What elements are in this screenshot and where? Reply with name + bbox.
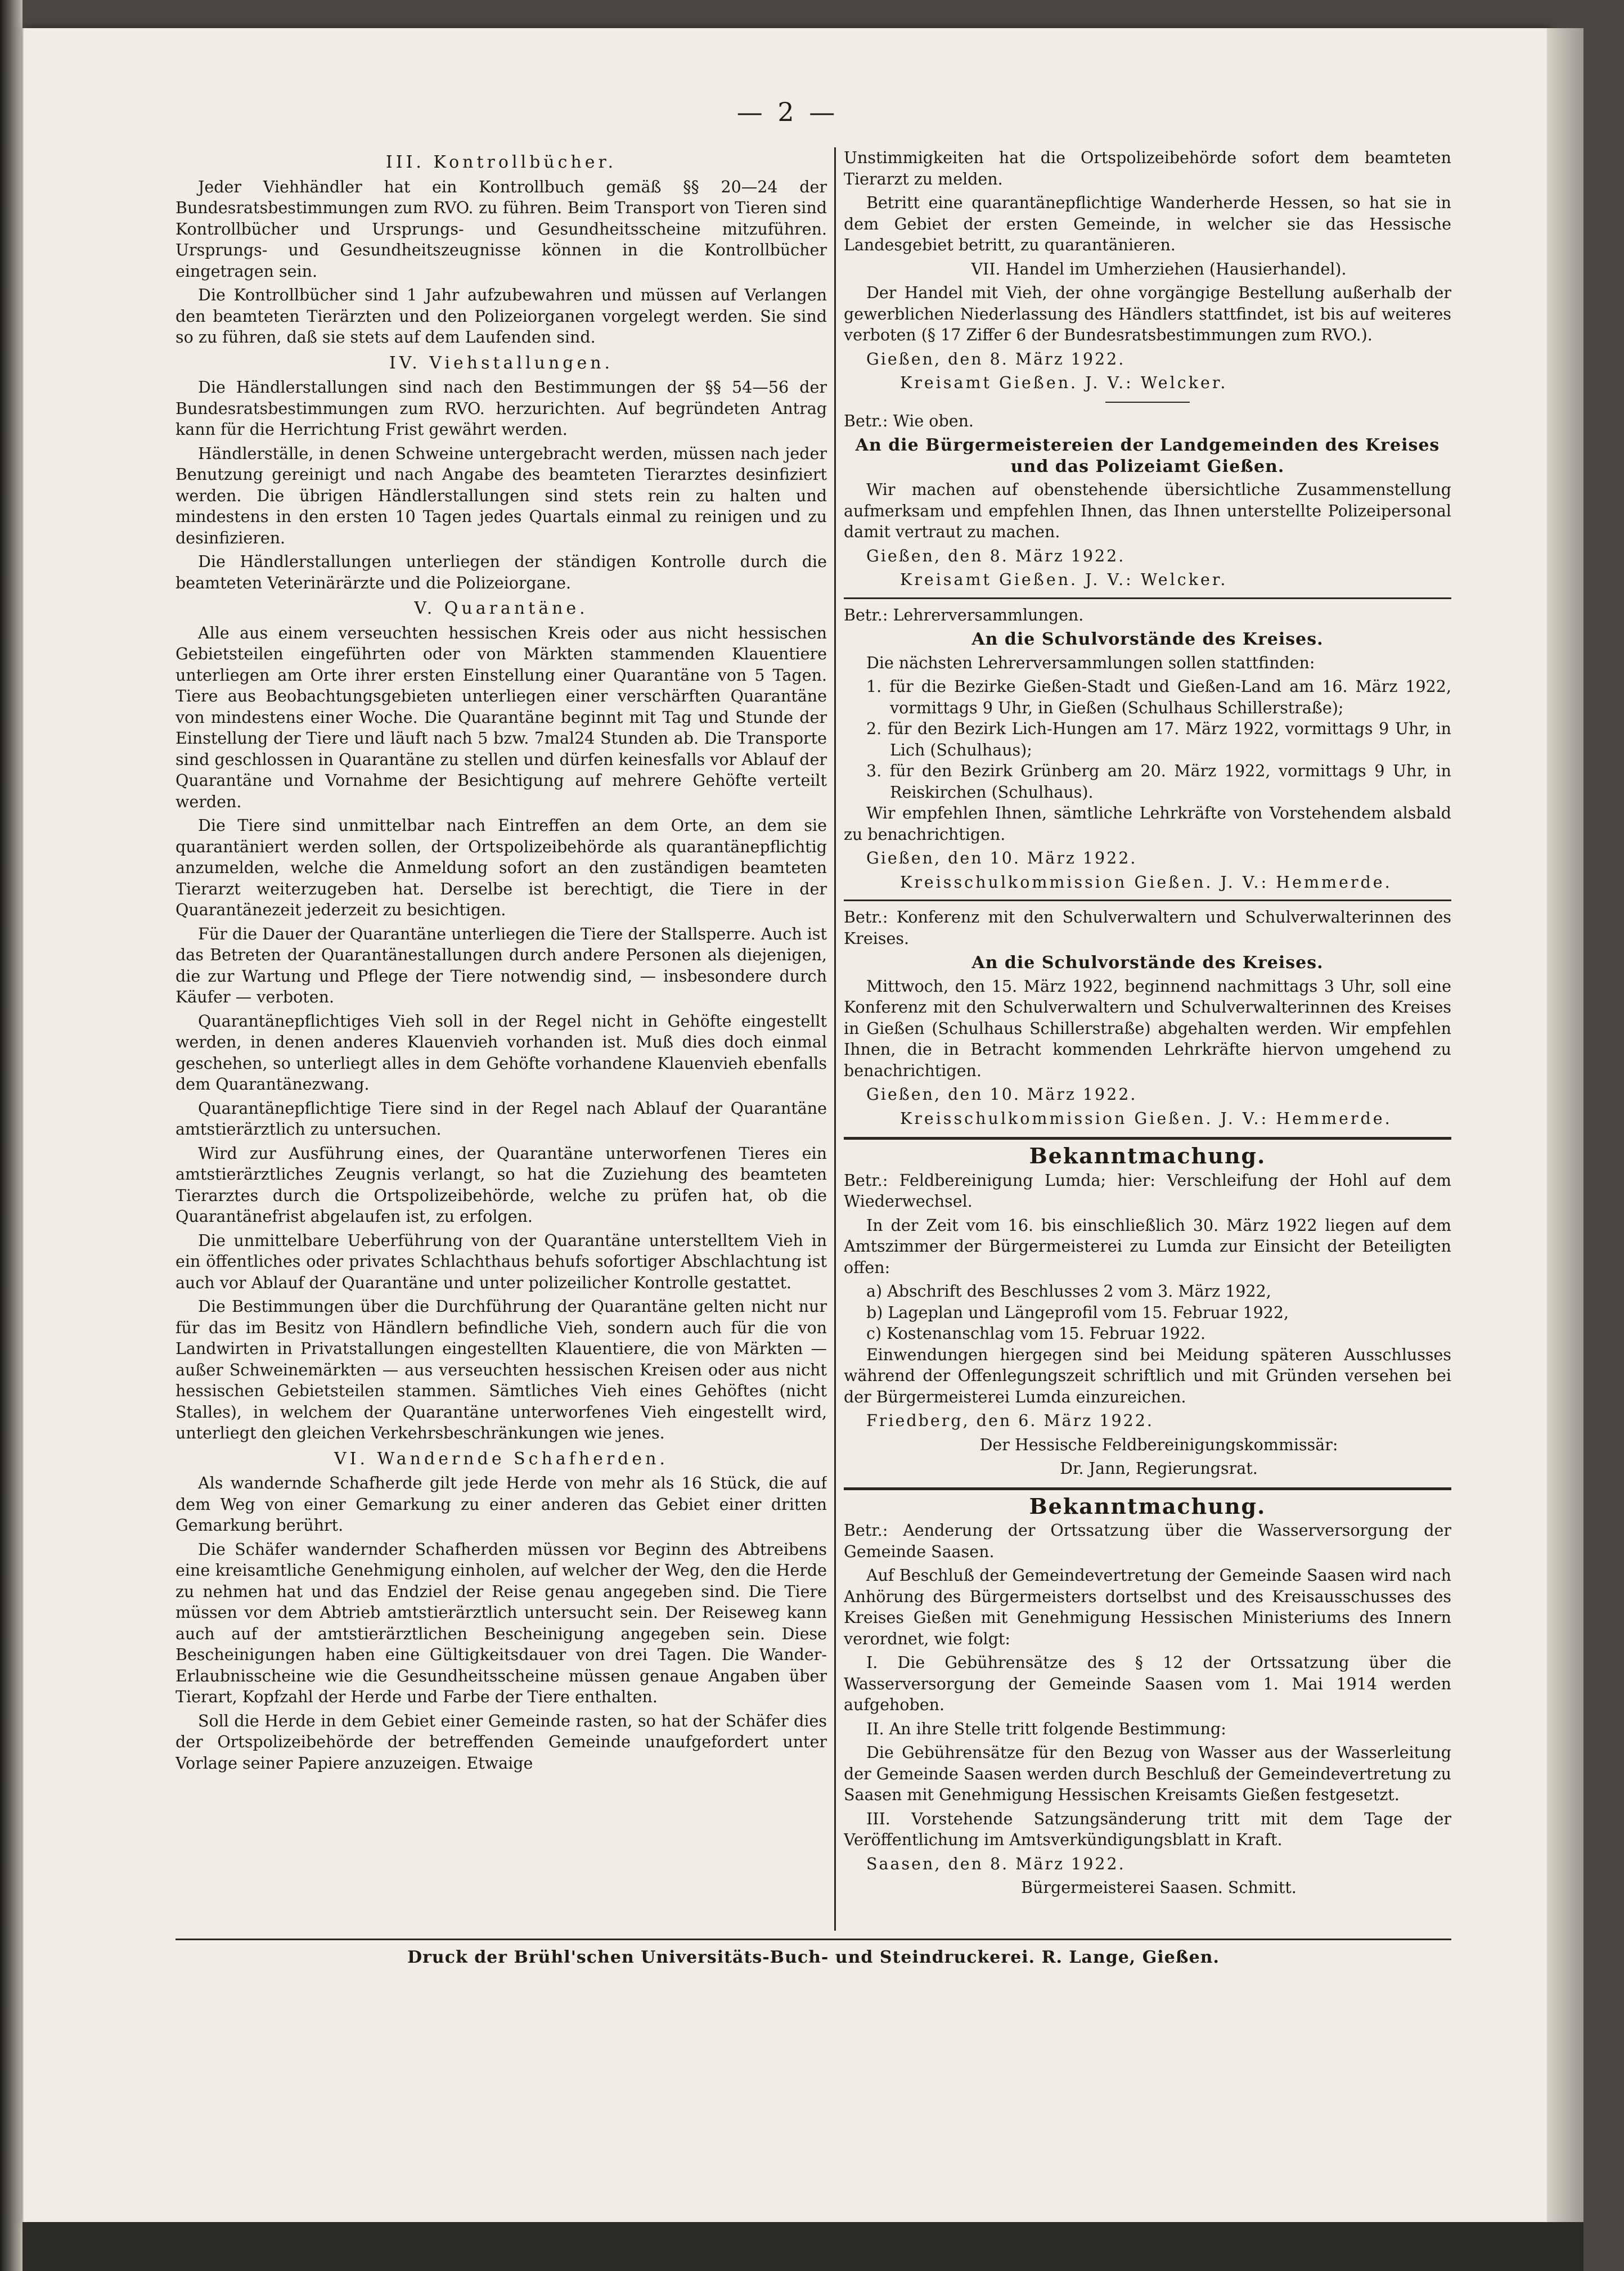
printer-imprint: Druck der Brühl'schen Universitäts-Buch- und Steindruckerei. R. Lange, Gießen. xyxy=(407,1948,1220,1967)
paragraph: Die unmittelbare Ueberführung von der Quarantäne unterstelltem Vieh in ein öffentliches oder privates Schlachthaus behufs sofortiger Abschlachtung ist auch vor Ablauf der Quarantäne und unter polizeilicher Kontrolle gestattet. xyxy=(176,1231,827,1292)
paragraph: Wir machen auf obenstehende übersichtliche Zusammenstellung aufmerksam und empfehlen Ihnen, das Ihnen unterstellte Polizeipersonal damit vertraut zu machen. xyxy=(844,480,1451,541)
place-date: Gießen, den 8. März 1922. xyxy=(866,349,1126,368)
paragraph: Die Händlerstallungen sind nach den Bestimmungen der §§ 54—56 der Bundesratsbestimmungen zum RVO. herzurichten. Auf begründeten Antrag kann für die Herrichtung Frist gewährt werden. xyxy=(176,378,827,439)
paragraph: In der Zeit vom 16. bis einschließlich 30. März 1922 liegen auf dem Amtszimmer der Bürgermeisterei zu Lumda zur Einsicht der Beteiligten offen: xyxy=(844,1216,1451,1277)
column-divider xyxy=(834,147,836,1931)
paragraph: Als wandernde Schafherde gilt jede Herde von mehr als 16 Stück, die auf dem Weg von einer Gemarkung zu einer anderen das Gebiet einer dritten Gemarkung berührt. xyxy=(176,1474,827,1535)
paragraph: III. Vorstehende Satzungsänderung tritt mit dem Tage der Veröffentlichung im Amtsverkündigungsblatt in Kraft. xyxy=(844,1809,1451,1849)
signature: Kreisschulkommission Gießen. J. V.: Hemmerde. xyxy=(900,873,1392,892)
section-heading-quarantaene: V. Quarantäne. xyxy=(414,599,588,618)
betr-line: Betr.: Feldbereinigung Lumda; hier: Verschleifung der Hohl auf dem Wiederwechsel. xyxy=(844,1171,1451,1211)
right-page-edge xyxy=(1547,28,1583,2222)
separator-rule xyxy=(844,900,1451,901)
place-date: Gießen, den 10. März 1922. xyxy=(866,1085,1137,1104)
scan-background xyxy=(23,2222,1583,2271)
signature: Kreisamt Gießen. J. V.: Welcker. xyxy=(900,374,1228,392)
separator-rule xyxy=(844,597,1451,599)
notice-title: An die Schulvorstände des Kreises. xyxy=(971,629,1324,649)
left-page-edge xyxy=(0,0,23,2271)
betr-line: Betr.: Lehrerversammlungen. xyxy=(844,605,1084,624)
paragraph: Quarantänepflichtige Tiere sind in der Regel nach Ablauf der Quarantäne amtstierärztlich zu untersuchen. xyxy=(176,1099,827,1139)
place-date: Saasen, den 8. März 1922. xyxy=(866,1854,1126,1873)
signature-office: Der Hessische Feldbereinigungskommissär: xyxy=(979,1435,1338,1454)
paragraph: Unstimmigkeiten hat die Ortspolizeibehörde sofort dem beamteten Tierarzt zu melden. xyxy=(844,149,1451,188)
signature: Dr. Jann, Regierungsrat. xyxy=(1060,1459,1258,1478)
announcement-heading: Bekanntmachung. xyxy=(1029,1493,1266,1519)
list-item: 2. für den Bezirk Lich-Hungen am 17. März 1922, vormittags 9 Uhr, in Lich (Schulhaus); xyxy=(866,719,1451,759)
paragraph: Die Schäfer wandernder Schafherden müssen vor Beginn des Abtreibens eine kreisamtliche Genehmigung einholen, auf welcher der Weg, den die Herde zu nehmen hat und das Endziel der Reise genau angegeben sind. Die Tiere müssen vor dem Abtrieb amtstierärztlich untersucht sein. Der Reiseweg kann auch auf der amtstierärztlichen Bescheinigung angegeben sein. Diese Bescheinigungen haben eine Gültigkeitsdauer von drei Tagen. Die Wander-Erlaubnisscheine wie die Gesundheitsscheine müssen genaue Angaben über Tierart, Kopfzahl der Herde und Farbe der Tiere enthalten. xyxy=(176,1540,827,1706)
list-item: c) Kostenanschlag vom 15. Februar 1922. xyxy=(866,1324,1206,1343)
paragraph: Die Gebührensätze für den Bezug von Wasser aus der Wasserleitung der Gemeinde Saasen werden durch Beschluß der Gemeindevertretung zu Saasen mit Genehmigung Hessischen Kreisamts Gießen festgesetzt. xyxy=(844,1743,1451,1804)
separator-rule xyxy=(844,1487,1451,1490)
list-item: 3. für den Bezirk Grünberg am 20. März 1922, vormittags 9 Uhr, in Reiskirchen (Schulhaus). xyxy=(866,762,1451,802)
paragraph: Betritt eine quarantänepflichtige Wanderherde Hessen, so hat sie in dem Gebiet der ersten Gemeinde, in welcher sie das Hessische Landesgebiet betritt, zu quarantänieren. xyxy=(844,194,1451,254)
paragraph: Die Bestimmungen über die Durchführung der Quarantäne gelten nicht nur für das im Besitz von Händlern befindliche Vieh, sondern auch für die von Landwirten in Privatstallungen eingestellten Klauentiere, die von Märkten — außer Schweinemärkten — aus verseuchten hessischen Kreisen oder aus nicht hessischen Gebietsteilen stammen. Sämtliches Vieh eines Gehöftes (nicht Stalles), in welchem der Quarantäne unterworfenes Vieh eingestellt wird, unterliegt den gleichen Verkehrsbeschränkungen wie jenes. xyxy=(176,1297,827,1442)
left-column xyxy=(176,147,827,1931)
announcement-heading: Bekanntmachung. xyxy=(1029,1143,1266,1168)
paragraph: Für die Dauer der Quarantäne unterliegen die Tiere der Stallsperre. Auch ist das Betreten der Quarantänestallungen durch andere Personen als diejenigen, die zur Wartung und Pflege der Tiere notwendig sind, — insbesondere durch Käufer — verboten. xyxy=(176,924,827,1006)
list-item: b) Lageplan und Längeprofil vom 15. Februar 1922, xyxy=(866,1303,1289,1322)
paragraph: Die Tiere sind unmittelbar nach Eintreffen an dem Orte, an dem sie quarantäniert werden sollen, der Ortspolizeibehörde als quarantänepflichtig anzumelden, welche die Anmeldung sofort an den zuständigen beamteten Tierarzt weiterzugeben hat. Derselbe ist berechtigt, die Tiere in der Quarantänezeit jederzeit zu besichtigen. xyxy=(176,816,827,919)
notice-title: An die Schulvorstände des Kreises. xyxy=(971,953,1324,973)
paragraph: Die Händlerstallungen unterliegen der ständigen Kontrolle durch die beamteten Veterinärärzte und die Polizeiorgane. xyxy=(176,552,827,592)
notice-title: An die Bürgermeistereien der Landgemeinden des Kreises und das Polizeiamt Gießen. xyxy=(855,435,1440,476)
signature: Bürgermeisterei Saasen. Schmitt. xyxy=(1021,1878,1297,1897)
list-item: 1. für die Bezirke Gießen-Stadt und Gießen-Land am 16. März 1922, vormittags 9 Uhr, in Gießen (Schulhaus Schillerstraße); xyxy=(866,677,1451,717)
paragraph: Die Kontrollbücher sind 1 Jahr aufzubewahren und müssen auf Verlangen den beamteten Tierärzten und den Polizeiorganen vorgelegt werden. Sie sind so zu führen, daß sie stets auf dem Laufenden sind. xyxy=(176,286,827,347)
paragraph: Mittwoch, den 15. März 1922, beginnend nachmittags 3 Uhr, soll eine Konferenz mit den Schulverwaltern und Schulverwalterinnen des Kreises in Gießen (Schulhaus Schillerstraße) abgehalten werden. Wir empfehlen Ihnen, die in Betracht kommenden Lehrkräfte hiervon umgehend zu benachrichtigen. xyxy=(844,977,1451,1080)
paragraph: Die nächsten Lehrerversammlungen sollen stattfinden: xyxy=(866,653,1315,672)
paragraph: Wir empfehlen Ihnen, sämtliche Lehrkräfte von Vorstehendem alsbald zu benachrichtigen. xyxy=(844,804,1451,844)
section-heading-wandernde-schafherden: VI. Wandernde Schafherden. xyxy=(334,1449,669,1469)
betr-line: Betr.: Aenderung der Ortssatzung über die Wasserversorgung der Gemeinde Saasen. xyxy=(844,1521,1451,1561)
signature: Kreisamt Gießen. J. V.: Welcker. xyxy=(900,570,1228,589)
right-column xyxy=(844,147,1451,1931)
paragraph: Wird zur Ausführung eines, der Quarantäne unterworfenen Tieres ein amtstierärztliches Zeugnis verlangt, so hat die Zuziehung des beamteten Tierarztes durch die Ortspolizeibehörde, welche zu prüfen hat, ob die Quarantänefrist abgelaufen ist, zu erfolgen. xyxy=(176,1144,827,1226)
paragraph: I. Die Gebührensätze des § 12 der Ortssatzung über die Wasserversorgung der Gemeinde Saasen vom 1. Mai 1914 werden aufgehoben. xyxy=(844,1653,1451,1714)
paragraph: Der Handel mit Vieh, der ohne vorgängige Bestellung außerhalb der gewerblichen Niederlassung des Händlers stattfindet, ist bis auf weiteres verboten (§ 17 Ziffer 6 der Bundesratsbestimmungen zum RVO.). xyxy=(844,284,1451,344)
paragraph: Jeder Viehhändler hat ein Kontrollbuch gemäß §§ 20—24 der Bundesratsbestimmungen zum RVO. zu führen. Beim Transport von Tieren sind Kontrollbücher und Ursprungs- und Gesundheitsscheine mitzuführen. Ursprungs- und Gesundheitszeugnisse können in die Kontrollbücher eingetragen sein. xyxy=(176,177,827,281)
betr-line: Betr.: Wie oben. xyxy=(844,411,974,430)
betr-line: Betr.: Konferenz mit den Schulverwaltern und Schulverwalterinnen des Kreises. xyxy=(844,908,1451,948)
place-date: Gießen, den 10. März 1922. xyxy=(866,849,1137,867)
paragraph: Auf Beschluß der Gemeindevertretung der Gemeinde Saasen wird nach Anhörung des Bürgermeisters dortselbst und des Kreisausschusses des Kreises Gießen mit Genehmigung Hessischen Ministeriums des Innern verordnet, wie folgt: xyxy=(844,1566,1451,1648)
place-date: Friedberg, den 6. März 1922. xyxy=(866,1411,1154,1430)
paragraph: Einwendungen hiergegen sind bei Meidung späteren Ausschlusses während der Offenlegungszeit schriftlich und mit Gründen versehen bei der Bürgermeisterei Lumda einzureichen. xyxy=(844,1345,1451,1406)
section-heading-kontrollbuecher: III. Kontrollbücher. xyxy=(385,152,617,172)
paragraph: II. An ihre Stelle tritt folgende Bestimmung: xyxy=(866,1719,1226,1738)
document-list xyxy=(866,1281,1451,1344)
meeting-list xyxy=(866,676,1451,803)
footer-rule xyxy=(176,1939,1451,1940)
paragraph: Alle aus einem verseuchten hessischen Kreis oder aus nicht hessischen Gebietsteilen eingeführten oder von Märkten stammenden Klauentiere unterliegen am Orte ihrer ersten Einstellung einer Quarantäne von 5 Tagen. Tiere aus Beobachtungsgebieten unterliegen einer verschärften Quarantäne von mindestens einer Woche. Die Quarantäne beginnt mit Tag und Stunde der Einstellung der Tiere und läuft nach 5 bzw. 7mal24 Stunden ab. Die Transporte sind geschlossen in Quarantäne zu stellen und dürfen keinesfalls vor Ablauf der Quarantäne und Vornahme der Besichtigung auf mehrere Gehöfte verteilt werden. xyxy=(176,623,827,811)
separator-rule xyxy=(1105,402,1190,403)
paragraph: Quarantänepflichtiges Vieh soll in der Regel nicht in Gehöfte eingestellt werden, in denen anderes Klauenvieh vorhanden ist. Muß dies doch einmal geschehen, so unterliegt alles in dem Gehöfte vorhandene Klauenvieh ebenfalls dem Quarantänezwang. xyxy=(176,1011,827,1094)
signature: Kreisschulkommission Gießen. J. V.: Hemmerde. xyxy=(900,1109,1392,1128)
list-item: a) Abschrift des Beschlusses 2 vom 3. März 1922, xyxy=(866,1282,1271,1301)
paragraph: Soll die Herde in dem Gebiet einer Gemeinde rasten, so hat der Schäfer dies der Ortspolizeibehörde der betreffenden Gemeinde unaufgefordert unter Vorlage seiner Papiere anzuzeigen. Etwaige xyxy=(176,1711,827,1773)
section-heading-hausierhandel: VII. Handel im Umherziehen (Hausierhandel). xyxy=(971,259,1347,278)
section-heading-viehstallungen: IV. Viehstallungen. xyxy=(389,353,614,373)
separator-rule xyxy=(844,1137,1451,1140)
page-number: — 2 — xyxy=(736,97,839,127)
place-date: Gießen, den 8. März 1922. xyxy=(866,546,1126,565)
paragraph: Händlerställe, in denen Schweine untergebracht werden, müssen nach jeder Benutzung gereinigt und nach Angabe des beamteten Tierarztes desinfiziert werden. Die übrigen Händlerstallungen sind stets rein zu halten und mindestens in den ersten 10 Tagen jedes Quartals einmal zu reinigen und zu desinfizieren. xyxy=(176,444,827,547)
